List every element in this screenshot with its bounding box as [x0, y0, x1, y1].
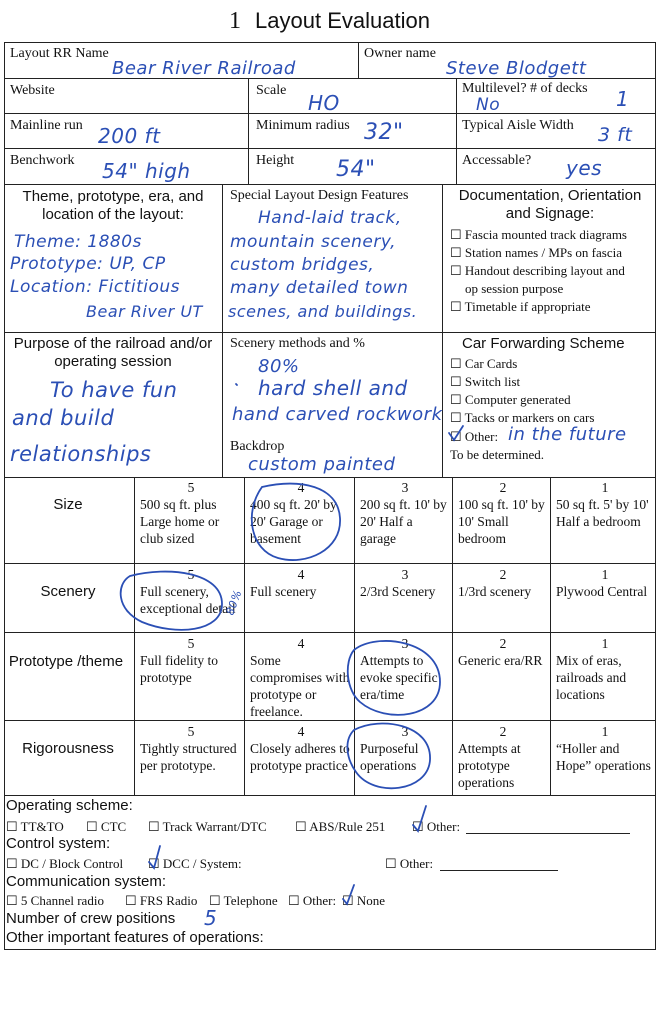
opt-label: CTC — [100, 819, 127, 834]
scheme-opt[interactable]: ☐ CTC — [86, 819, 127, 834]
divider — [354, 477, 355, 795]
special-line: many detailed town — [230, 278, 409, 298]
comm-opt[interactable]: ☐ FRS Radio — [125, 893, 198, 908]
opt-label: Telephone — [223, 893, 278, 908]
multilevel-field[interactable]: No — [476, 95, 501, 115]
underline — [466, 833, 630, 834]
aisle-label: Typical Aisle Width — [462, 118, 574, 133]
special-line: custom bridges, — [230, 255, 375, 275]
control-label: Control system: — [6, 835, 111, 852]
rr-name-label: Layout RR Name — [10, 46, 109, 61]
cell-score: 4 — [297, 724, 305, 739]
opt-label: Other: — [426, 819, 461, 834]
divider — [4, 720, 656, 721]
cell-score: 4 — [297, 480, 305, 495]
purpose-line: To have fun — [50, 378, 178, 402]
row-label-rigorousness: Rigorousness — [22, 740, 114, 757]
title-text: Layout Evaluation — [255, 8, 430, 33]
control-opt[interactable]: ☐ DCC / System: — [148, 856, 242, 871]
comm-label: Communication system: — [6, 873, 167, 890]
cell-score: 3 — [401, 636, 409, 651]
cf-item[interactable]: ☐ Computer generated — [450, 392, 571, 407]
scale-label: Scale — [256, 83, 287, 98]
opt-label: Other: — [399, 856, 434, 871]
cf-item-label: Switch list — [464, 374, 521, 389]
control-opt[interactable]: ☐ Other: — [385, 856, 434, 871]
matrix-cell[interactable] — [458, 566, 548, 600]
purpose-title: Purpose of the railroad and/or operating session — [13, 335, 213, 370]
scheme-opt[interactable]: ☐ Track Warrant/DTC — [148, 819, 267, 834]
theme-line: Theme: 1880s — [14, 232, 142, 252]
divider — [244, 477, 245, 795]
cell-text: Full scenery, exceptional detail — [140, 584, 236, 616]
cell-text: Purposeful operations — [360, 741, 419, 773]
cf-item[interactable]: ☐ Switch list — [450, 374, 521, 389]
matrix-cell[interactable] — [140, 635, 242, 686]
comm-opt[interactable]: ☐ 5 Channel radio — [6, 893, 104, 908]
divider — [4, 632, 656, 633]
divider — [222, 184, 223, 477]
divider — [442, 184, 443, 477]
opt-label: TT&TO — [20, 819, 64, 834]
docs-item-label: Handout describing layout and — [464, 263, 625, 278]
cell-score: 5 — [187, 480, 195, 495]
comm-opt[interactable]: ☐ None — [342, 893, 386, 908]
special-line: Hand-laid track, — [258, 208, 402, 228]
matrix-cell[interactable] — [250, 635, 352, 720]
matrix-cell[interactable] — [250, 723, 352, 774]
other-ops-label: Other important features of operations: — [6, 929, 264, 946]
cell-text: Tightly structured per prototype. — [140, 741, 237, 773]
matrix-cell[interactable] — [360, 479, 450, 547]
aisle-field[interactable]: 3 ft — [598, 124, 633, 146]
matrix-cell[interactable] — [140, 723, 242, 774]
divider — [134, 477, 135, 795]
matrix-cell[interactable] — [556, 566, 654, 600]
docs-item[interactable]: ☐ Station names / MPs on fascia — [450, 245, 622, 260]
docs-item-label: Station names / MPs on fascia — [464, 245, 622, 260]
cell-text: Full fidelity to prototype — [140, 653, 219, 685]
cell-score: 4 — [297, 567, 305, 582]
cell-text: 400 sq ft. 20' by 20' Garage or basement — [250, 497, 337, 546]
matrix-cell[interactable] — [556, 479, 654, 530]
radius-label: Minimum radius — [256, 118, 350, 133]
divider — [4, 477, 656, 478]
page-number: 1 — [229, 8, 242, 34]
scenery-note: 80% — [223, 588, 245, 617]
matrix-cell[interactable] — [140, 479, 242, 547]
cell-score: 5 — [187, 636, 195, 651]
scheme-label: Operating scheme: — [6, 797, 133, 814]
matrix-cell[interactable] — [458, 479, 548, 547]
opt-label: Other: — [302, 893, 337, 908]
page-title — [0, 8, 659, 35]
row-label-prototype: Prototype /theme — [8, 653, 124, 670]
matrix-cell[interactable] — [458, 635, 548, 669]
docs-item-cont: op session purpose — [465, 281, 564, 296]
cell-text: Attempts at prototype operations — [458, 741, 521, 790]
opt-label: DC / Block Control — [20, 856, 124, 871]
cell-text: Closely adheres to prototype practice — [250, 741, 350, 773]
divider — [4, 563, 656, 564]
cf-item-label: Computer generated — [464, 392, 571, 407]
cell-score: 3 — [401, 567, 409, 582]
cell-text: 500 sq ft. plus Large home or club sized — [140, 497, 220, 546]
special-line: scenes, and buildings. — [228, 302, 418, 321]
benchwork-field[interactable]: 54" high — [102, 159, 191, 183]
special-line: mountain scenery, — [230, 232, 397, 252]
cell-score: 3 — [401, 480, 409, 495]
cell-score: 2 — [499, 724, 507, 739]
cell-score: 2 — [499, 480, 507, 495]
cell-text: “Holler and Hope” operations — [556, 741, 651, 773]
docs-item-label: Timetable if appropriate — [464, 299, 591, 314]
cf-item-label: Tacks or markers on cars — [464, 410, 595, 425]
opt-label: ABS/Rule 251 — [309, 819, 386, 834]
theme-line: Bear River UT — [86, 302, 203, 321]
backdrop-label: Backdrop — [230, 439, 285, 454]
cell-text: Some compromises with prototype or freelance. — [250, 653, 350, 719]
cell-score: 5 — [187, 567, 195, 582]
opt-label: FRS Radio — [139, 893, 198, 908]
comm-opt[interactable]: ☐ Other: — [288, 893, 337, 908]
cell-score: 2 — [499, 567, 507, 582]
opt-label: 5 Channel radio — [20, 893, 104, 908]
divider — [248, 78, 249, 184]
cell-text: 200 sq ft. 10' by 20' Half a garage — [360, 497, 447, 546]
multilevel-label: Multilevel? # of decks — [462, 81, 588, 96]
docs-item[interactable]: ☐ Fascia mounted track diagrams — [450, 227, 627, 242]
docs-item[interactable]: ☐ Handout describing layout and — [450, 263, 625, 278]
scale-field[interactable]: HO — [308, 91, 340, 115]
scenery-methods-title: Scenery methods and % — [230, 336, 365, 351]
rr-name-field[interactable]: Bear River Railroad — [112, 58, 296, 79]
matrix-cell[interactable] — [556, 635, 654, 703]
cell-score: 5 — [187, 724, 195, 739]
cf-item[interactable]: ☐ Car Cards — [450, 356, 518, 371]
cf-other[interactable]: ☐ Other: — [450, 429, 499, 444]
cf-other-label: Other: — [464, 429, 499, 444]
opt-label: DCC / System: — [162, 856, 242, 871]
website-label: Website — [10, 83, 55, 98]
owner-field[interactable]: Steve Blodgett — [446, 58, 587, 79]
scenery-pct[interactable]: 80% — [258, 356, 300, 377]
cell-score: 3 — [401, 724, 409, 739]
theme-line: Prototype: UP, CP — [10, 254, 166, 274]
scheme-opt-other[interactable]: ☐ Other: — [412, 819, 461, 834]
docs-item-label: Fascia mounted track diagrams — [464, 227, 627, 242]
crew-label: Number of crew positions — [6, 910, 176, 927]
divider — [452, 477, 453, 795]
cell-text: Generic era/RR — [458, 653, 543, 668]
purpose-line: and build — [12, 406, 115, 430]
docs-item[interactable]: ☐ Timetable if appropriate — [450, 299, 591, 314]
divider — [4, 332, 656, 333]
opt-label: None — [356, 893, 386, 908]
cell-score: 2 — [499, 636, 507, 651]
cell-text: 100 sq ft. 10' by 10' Small bedroom — [458, 497, 545, 546]
backdrop-field[interactable]: custom painted — [248, 454, 396, 475]
scheme-opt[interactable]: ☐ ABS/Rule 251 — [295, 819, 386, 834]
mainline-field[interactable]: 200 ft — [98, 124, 161, 148]
owner-label: Owner name — [364, 46, 436, 61]
divider — [4, 148, 656, 149]
divider — [4, 184, 656, 185]
cf-item-label: Car Cards — [464, 356, 518, 371]
cell-score: 1 — [601, 724, 609, 739]
underline — [440, 870, 558, 871]
cf-item[interactable]: ☐ Tacks or markers on cars — [450, 410, 595, 425]
decks-field[interactable]: 1 — [616, 87, 630, 111]
crew-field[interactable]: 5 — [204, 906, 218, 930]
radius-field[interactable]: 32" — [364, 120, 404, 145]
divider — [550, 477, 551, 795]
opt-label: Track Warrant/DTC — [162, 819, 267, 834]
divider — [358, 42, 359, 78]
divider — [4, 795, 656, 796]
car-forwarding-title: Car Forwarding Scheme — [462, 335, 625, 352]
cell-text: Mix of eras, railroads and locations — [556, 653, 627, 702]
cell-text: 50 sq ft. 5' by 10' Half a bedroom — [556, 497, 649, 529]
matrix-cell[interactable] — [360, 723, 450, 774]
cell-text: Attempts to evoke specific era/time — [360, 653, 438, 702]
cell-text: 1/3rd scenery — [458, 584, 532, 599]
row-label-size: Size — [53, 496, 83, 513]
scenery-line[interactable]: hard shell and — [258, 376, 408, 400]
purpose-line: relationships — [10, 442, 152, 466]
theme-line: Location: Fictitious — [10, 277, 180, 297]
row-label-scenery: Scenery — [40, 583, 96, 600]
comm-opt[interactable]: ☐ Telephone — [209, 893, 278, 908]
matrix-cell[interactable] — [250, 479, 352, 547]
cell-score: 4 — [297, 636, 305, 651]
cell-text: Plywood Central — [556, 584, 648, 599]
benchwork-label: Benchwork — [10, 153, 75, 168]
matrix-cell[interactable] — [360, 635, 450, 703]
special-title: Special Layout Design Features — [230, 188, 409, 203]
cell-score: 1 — [601, 567, 609, 582]
scheme-opt[interactable]: ☐ TT&TO — [6, 819, 64, 834]
scenery-line[interactable]: hand carved rockwork — [232, 404, 443, 425]
cell-text: 2/3rd Scenery — [360, 584, 436, 599]
cell-text: Full scenery — [250, 584, 317, 599]
mainline-label: Mainline run — [10, 118, 83, 133]
cell-score: 1 — [601, 480, 609, 495]
matrix-cell[interactable] — [556, 723, 654, 774]
access-label: Accessable? — [462, 153, 532, 168]
access-field[interactable]: yes — [566, 156, 603, 180]
matrix-cell[interactable] — [458, 723, 548, 791]
theme-title: Theme, prototype, era, and location of the layout: — [22, 188, 204, 223]
height-label: Height — [256, 153, 295, 168]
docs-title: Documentation, Orientation and Signage: — [458, 187, 642, 222]
cell-score: 1 — [601, 636, 609, 651]
control-opt[interactable]: ☐ DC / Block Control — [6, 856, 124, 871]
cf-other-field[interactable]: in the future — [508, 424, 627, 445]
height-field[interactable]: 54" — [336, 157, 376, 182]
matrix-cell[interactable] — [360, 566, 450, 600]
matrix-cell[interactable] — [250, 566, 352, 600]
divider — [456, 78, 457, 184]
cf-tbd: To be determined. — [450, 447, 545, 462]
